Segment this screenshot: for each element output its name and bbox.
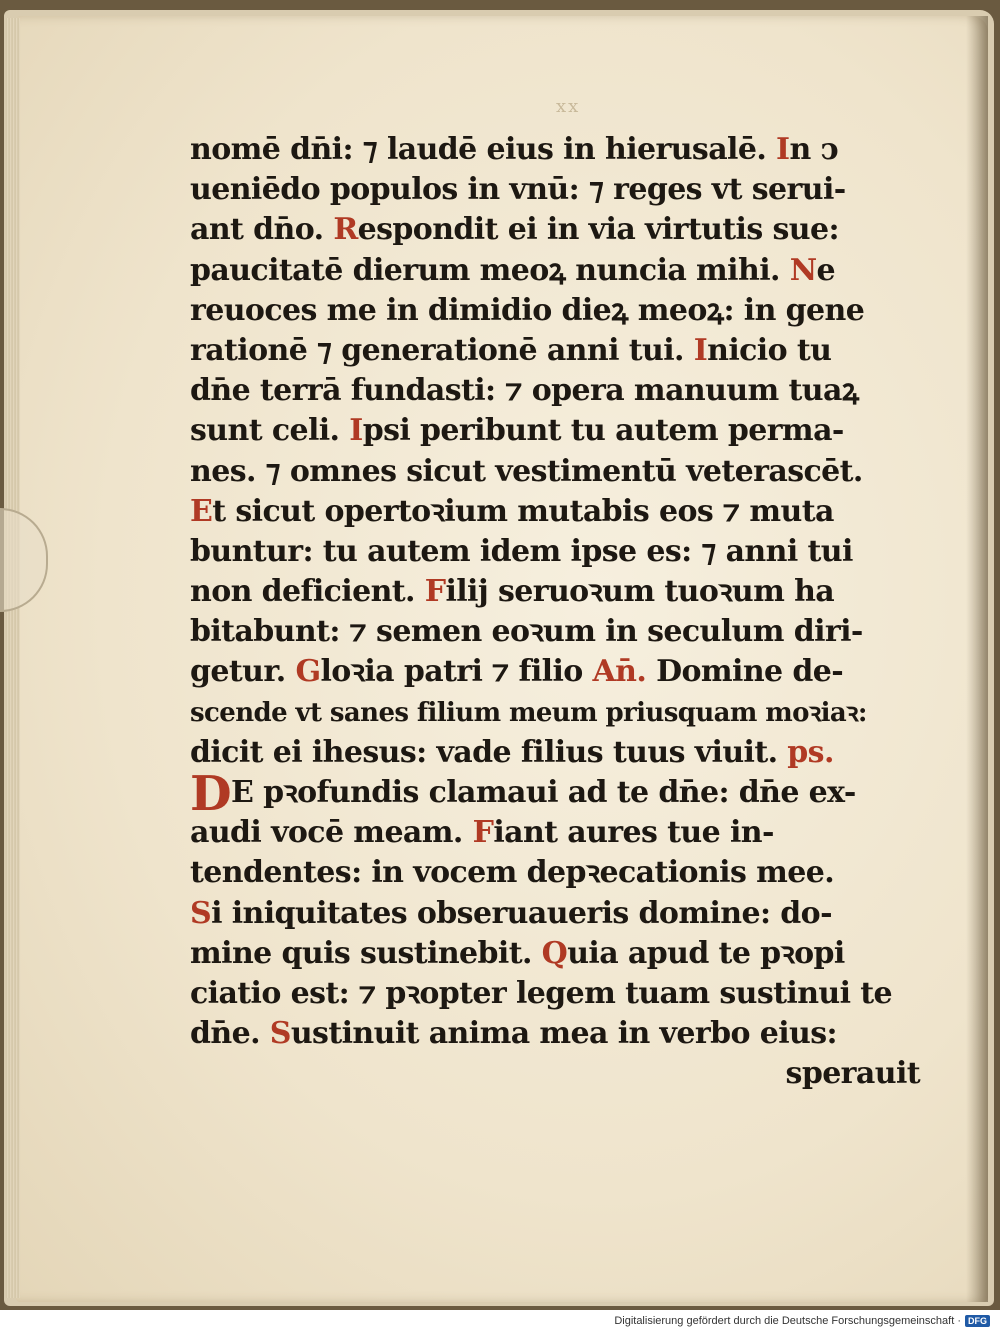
rubric-initial: I [693,332,708,368]
text-segment: ueniēdo populos in vnū: ⁊ reges vt serui- [190,172,846,208]
text-segment: ant dn̄o. [190,212,334,248]
text-segment: iant aures tue in- [493,815,774,851]
text-segment: loꝛia patri ⁊ filio [320,654,593,690]
text-segment: sperauit [785,1056,920,1092]
text-line [190,291,920,331]
text-segment: dn̄e terrā fundasti: ⁊ opera manuum tuaꝝ [190,373,859,409]
rubric-initial: F [424,574,446,610]
text-line [190,974,920,1014]
text-segment: i iniquitates obseruaueris domine: do- [211,895,832,931]
rubric-initial: N [789,252,817,288]
text-line [190,210,920,250]
text-segment: E pꝛofundis clamaui ad te dn̄e: dn̄e ex- [231,775,856,810]
text-line [190,693,920,733]
page-stack-edge [6,18,20,1298]
text-segment: ustinuit anima mea in verbo eius: [290,1016,837,1052]
text-segment: n ↄ [789,132,839,167]
rubric-initial: E [190,493,213,529]
text-segment: nicio tu [707,332,832,368]
text-segment: ciatio est: ⁊ pꝛopter legem tuam sustinui te [190,975,893,1011]
text-segment: uia apud te pꝛopi [567,935,845,971]
text-segment: nomē dn̄i: ⁊ laudē eius in hierusalē. [190,132,777,167]
footer [614,1315,990,1327]
folio-mark: xx [556,96,581,117]
text-segment: tendentes: in vocem depꝛecationis mee. [190,855,835,891]
text-segment: mine quis sustinebit. [190,935,542,971]
text-line [190,251,920,291]
text-line [190,1054,920,1094]
text-line [190,170,920,210]
spine-shadow [966,16,988,1302]
rubric-initial: F [472,815,494,851]
text-segment: rationē ⁊ generationē anni tui. [190,332,694,368]
text-segment: sunt celi. [190,413,350,449]
text-line [190,1014,920,1054]
text-segment: bitabunt: ⁊ semen eoꝛum in seculum diri- [190,614,863,650]
rubric-initial: I [349,413,363,449]
rubric-initial: I [776,132,790,167]
rubric-initial: An̄. [592,654,647,690]
text-line [190,371,920,411]
text-line [190,766,920,822]
text-line [190,492,920,532]
text-line [190,452,920,492]
text-segment: audi vocē meam. [190,815,473,851]
text-line [190,934,920,974]
rubric-initial: S [190,895,212,931]
text-segment: espondit ei in via virtutis sue: [357,212,839,248]
rubric-initial: D [190,766,232,822]
text-segment: psi peribunt tu autem perma- [362,413,844,449]
rubric-initial: Q [541,935,568,971]
text-line [190,130,920,170]
text-segment: reuoces me in dimidio dieꝝ meoꝝ: in gene [190,292,865,328]
text-block [190,130,920,1095]
text-segment: ilij seruoꝛum tuoꝛum ha [445,574,835,610]
text-line [190,612,920,652]
text-segment: t sicut opertoꝛium mutabis eos ⁊ muta [212,493,834,529]
text-segment: scende vt sanes filium meum priusquam moꝛiaꝛ: [190,697,867,728]
text-line [190,813,920,853]
rubric-initial: ps. [787,734,834,770]
rubric-initial: S [269,1016,291,1052]
rubric-initial: R [333,212,358,248]
text-segment: non deficient. [190,574,425,610]
text-segment: nes. ⁊ omnes sicut vestimentū veterascēt. [190,453,863,489]
text-line [190,411,920,451]
footer-credit: Digitalisierung gefördert durch die Deutsche Forschungsgemeinschaft · [614,1315,961,1327]
text-segment: e [816,252,836,288]
text-line [190,733,920,773]
text-segment: paucitatē dierum meoꝝ nuncia mihi. [190,252,790,288]
text-line [190,331,920,371]
text-segment: dn̄e. [190,1016,270,1052]
dfg-logo-icon: DFG [965,1315,990,1327]
text-segment: dicit ei ihesus: vade filius tuus viuit. [190,734,788,770]
text-line [190,572,920,612]
text-segment: Domine de- [646,654,844,690]
text-line [190,532,920,572]
text-line [190,652,920,692]
text-line [190,894,920,934]
text-segment: buntur: tu autem idem ipse es: ⁊ anni tui [190,533,853,569]
text-line [190,853,920,893]
text-segment: getur. [190,654,296,690]
rubric-initial: G [295,654,321,690]
